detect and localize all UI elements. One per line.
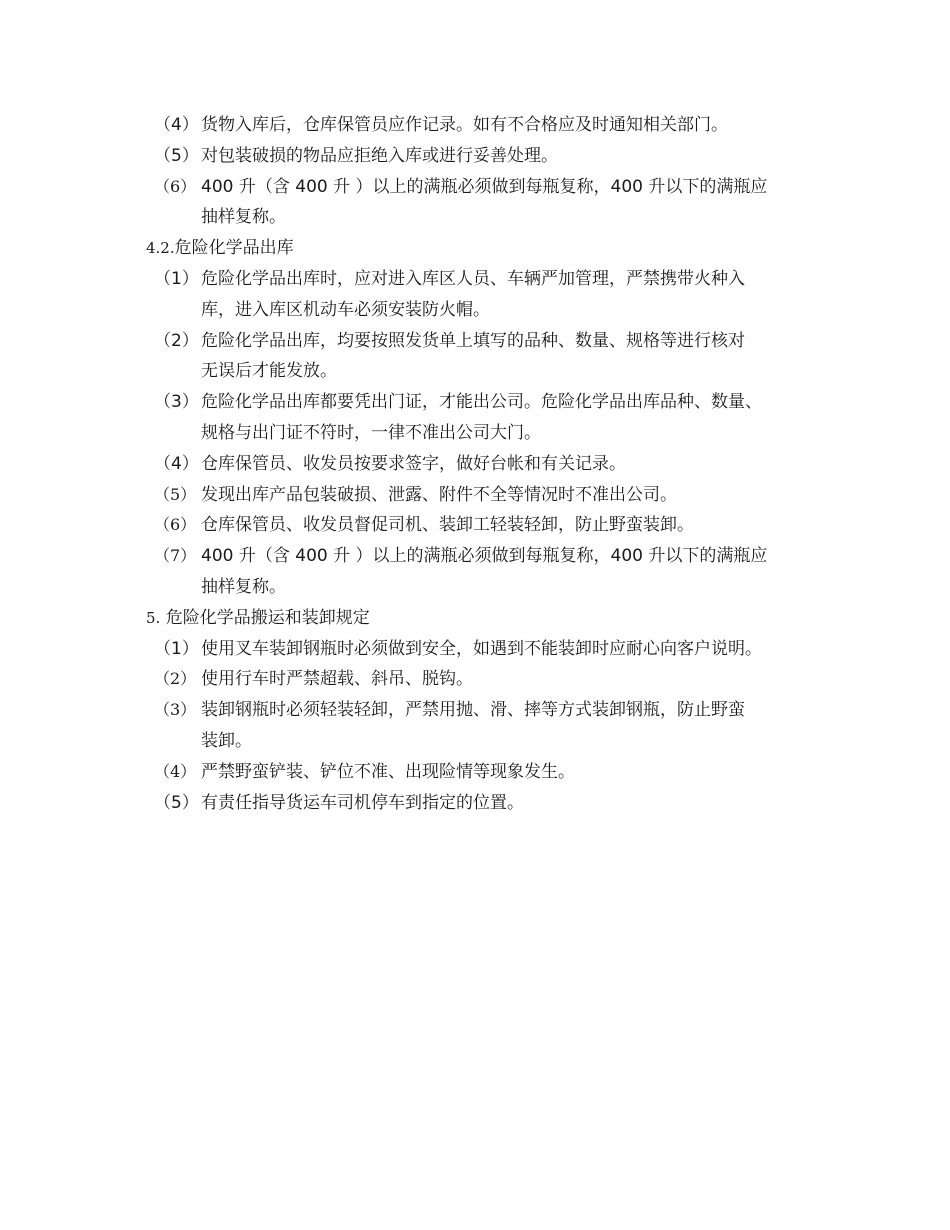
item-text: 仓库保管员、收发员督促司机、装卸工轻装轻卸，防止野蛮装卸。 (201, 515, 694, 536)
item-text: 使用叉车装卸钢瓶时必须做到安全，如遇到不能装卸时应耐心向客户说明。 (201, 638, 762, 659)
document-body (0, 110, 950, 818)
item-number: （1） (154, 268, 199, 289)
list-item (0, 326, 950, 357)
list-item (0, 757, 950, 788)
item-text: 对包装破损的物品应拒绝入库或进行妥善处理。 (201, 145, 558, 166)
list-item (0, 172, 950, 203)
item-number: （6） (154, 515, 197, 535)
list-item (0, 141, 950, 172)
section-heading (0, 603, 950, 634)
item-text: 使用行车时严禁超载、斜吊、脱钩。 (201, 669, 473, 690)
list-item (0, 387, 950, 418)
section-title: 危险化学品搬运和装卸规定 (160, 607, 370, 628)
section-title: 危险化学品出库 (174, 238, 294, 259)
list-item (0, 449, 950, 480)
list-item-continuation (0, 202, 950, 233)
list-item (0, 110, 950, 141)
list-item-continuation (0, 356, 950, 387)
section-number: 4.2. (146, 239, 175, 258)
list-item (0, 788, 950, 819)
item-text: 抽样复称。 (201, 576, 286, 597)
item-number: （5） (154, 792, 199, 813)
list-item (0, 634, 950, 665)
item-number: （5） (154, 484, 197, 504)
item-number: （6） (154, 176, 197, 196)
item-text: 装卸钢瓶时必须轻装轻卸，严禁用抛、滑、摔等方式装卸钢瓶，防止野蛮 (201, 700, 745, 721)
list-item (0, 664, 950, 695)
item-number: （1） (154, 638, 199, 659)
list-item-continuation (0, 726, 950, 757)
item-text: 规格与出门证不符时，一律不准出公司大门。 (201, 422, 541, 443)
item-text: 货物入库后，仓库保管员应作记录。如有不合格应及时通知相关部门。 (201, 115, 728, 135)
item-text: 400 升（含 400 升 ）以上的满瓶必须做到每瓶复称，400 升以下的满瓶应 (201, 176, 768, 197)
item-text: 无误后才能发放。 (201, 361, 337, 382)
list-item-continuation (0, 418, 950, 449)
item-text: 装卸。 (201, 730, 252, 751)
item-number: （4） (154, 453, 199, 474)
item-text: 发现出库产品包装破损、泄露、附件不全等情况时不准出公司。 (201, 484, 677, 505)
section-heading (0, 233, 950, 264)
list-item-continuation (0, 572, 950, 603)
item-text: 400 升（含 400 升 ）以上的满瓶必须做到每瓶复称，400 升以下的满瓶应 (201, 546, 768, 567)
item-text: 抽样复称。 (201, 207, 286, 228)
item-text: 库，进入库区机动车必须安装防火帽。 (201, 299, 490, 320)
list-item (0, 541, 950, 572)
list-item (0, 510, 950, 541)
item-number: （5） (154, 145, 199, 166)
item-number: （4） (154, 115, 199, 135)
item-number: （3） (154, 700, 197, 720)
item-number: （3） (154, 392, 199, 413)
list-item (0, 264, 950, 295)
item-text: 仓库保管员、收发员按要求签字，做好台帐和有关记录。 (201, 453, 626, 474)
item-text: 危险化学品出库，均要按照发货单上填写的品种、数量、规格等进行核对 (201, 330, 745, 351)
item-text: 严禁野蛮铲装、铲位不准、出现险情等现象发生。 (201, 761, 575, 782)
item-number: （2） (154, 669, 197, 689)
list-item (0, 695, 950, 726)
item-number: （2） (154, 330, 199, 351)
item-text: 危险化学品出库都要凭出门证，才能出公司。危险化学品出库品种、数量、 (201, 392, 762, 413)
section-number: 5. (146, 608, 161, 627)
list-item (0, 480, 950, 511)
item-number: （4） (154, 761, 197, 781)
list-item-continuation (0, 295, 950, 326)
item-text: 有责任指导货运车司机停车到指定的位置。 (201, 792, 524, 813)
item-number: （7） (154, 546, 197, 566)
item-text: 危险化学品出库时，应对进入库区人员、车辆严加管理，严禁携带火种入 (201, 268, 745, 289)
